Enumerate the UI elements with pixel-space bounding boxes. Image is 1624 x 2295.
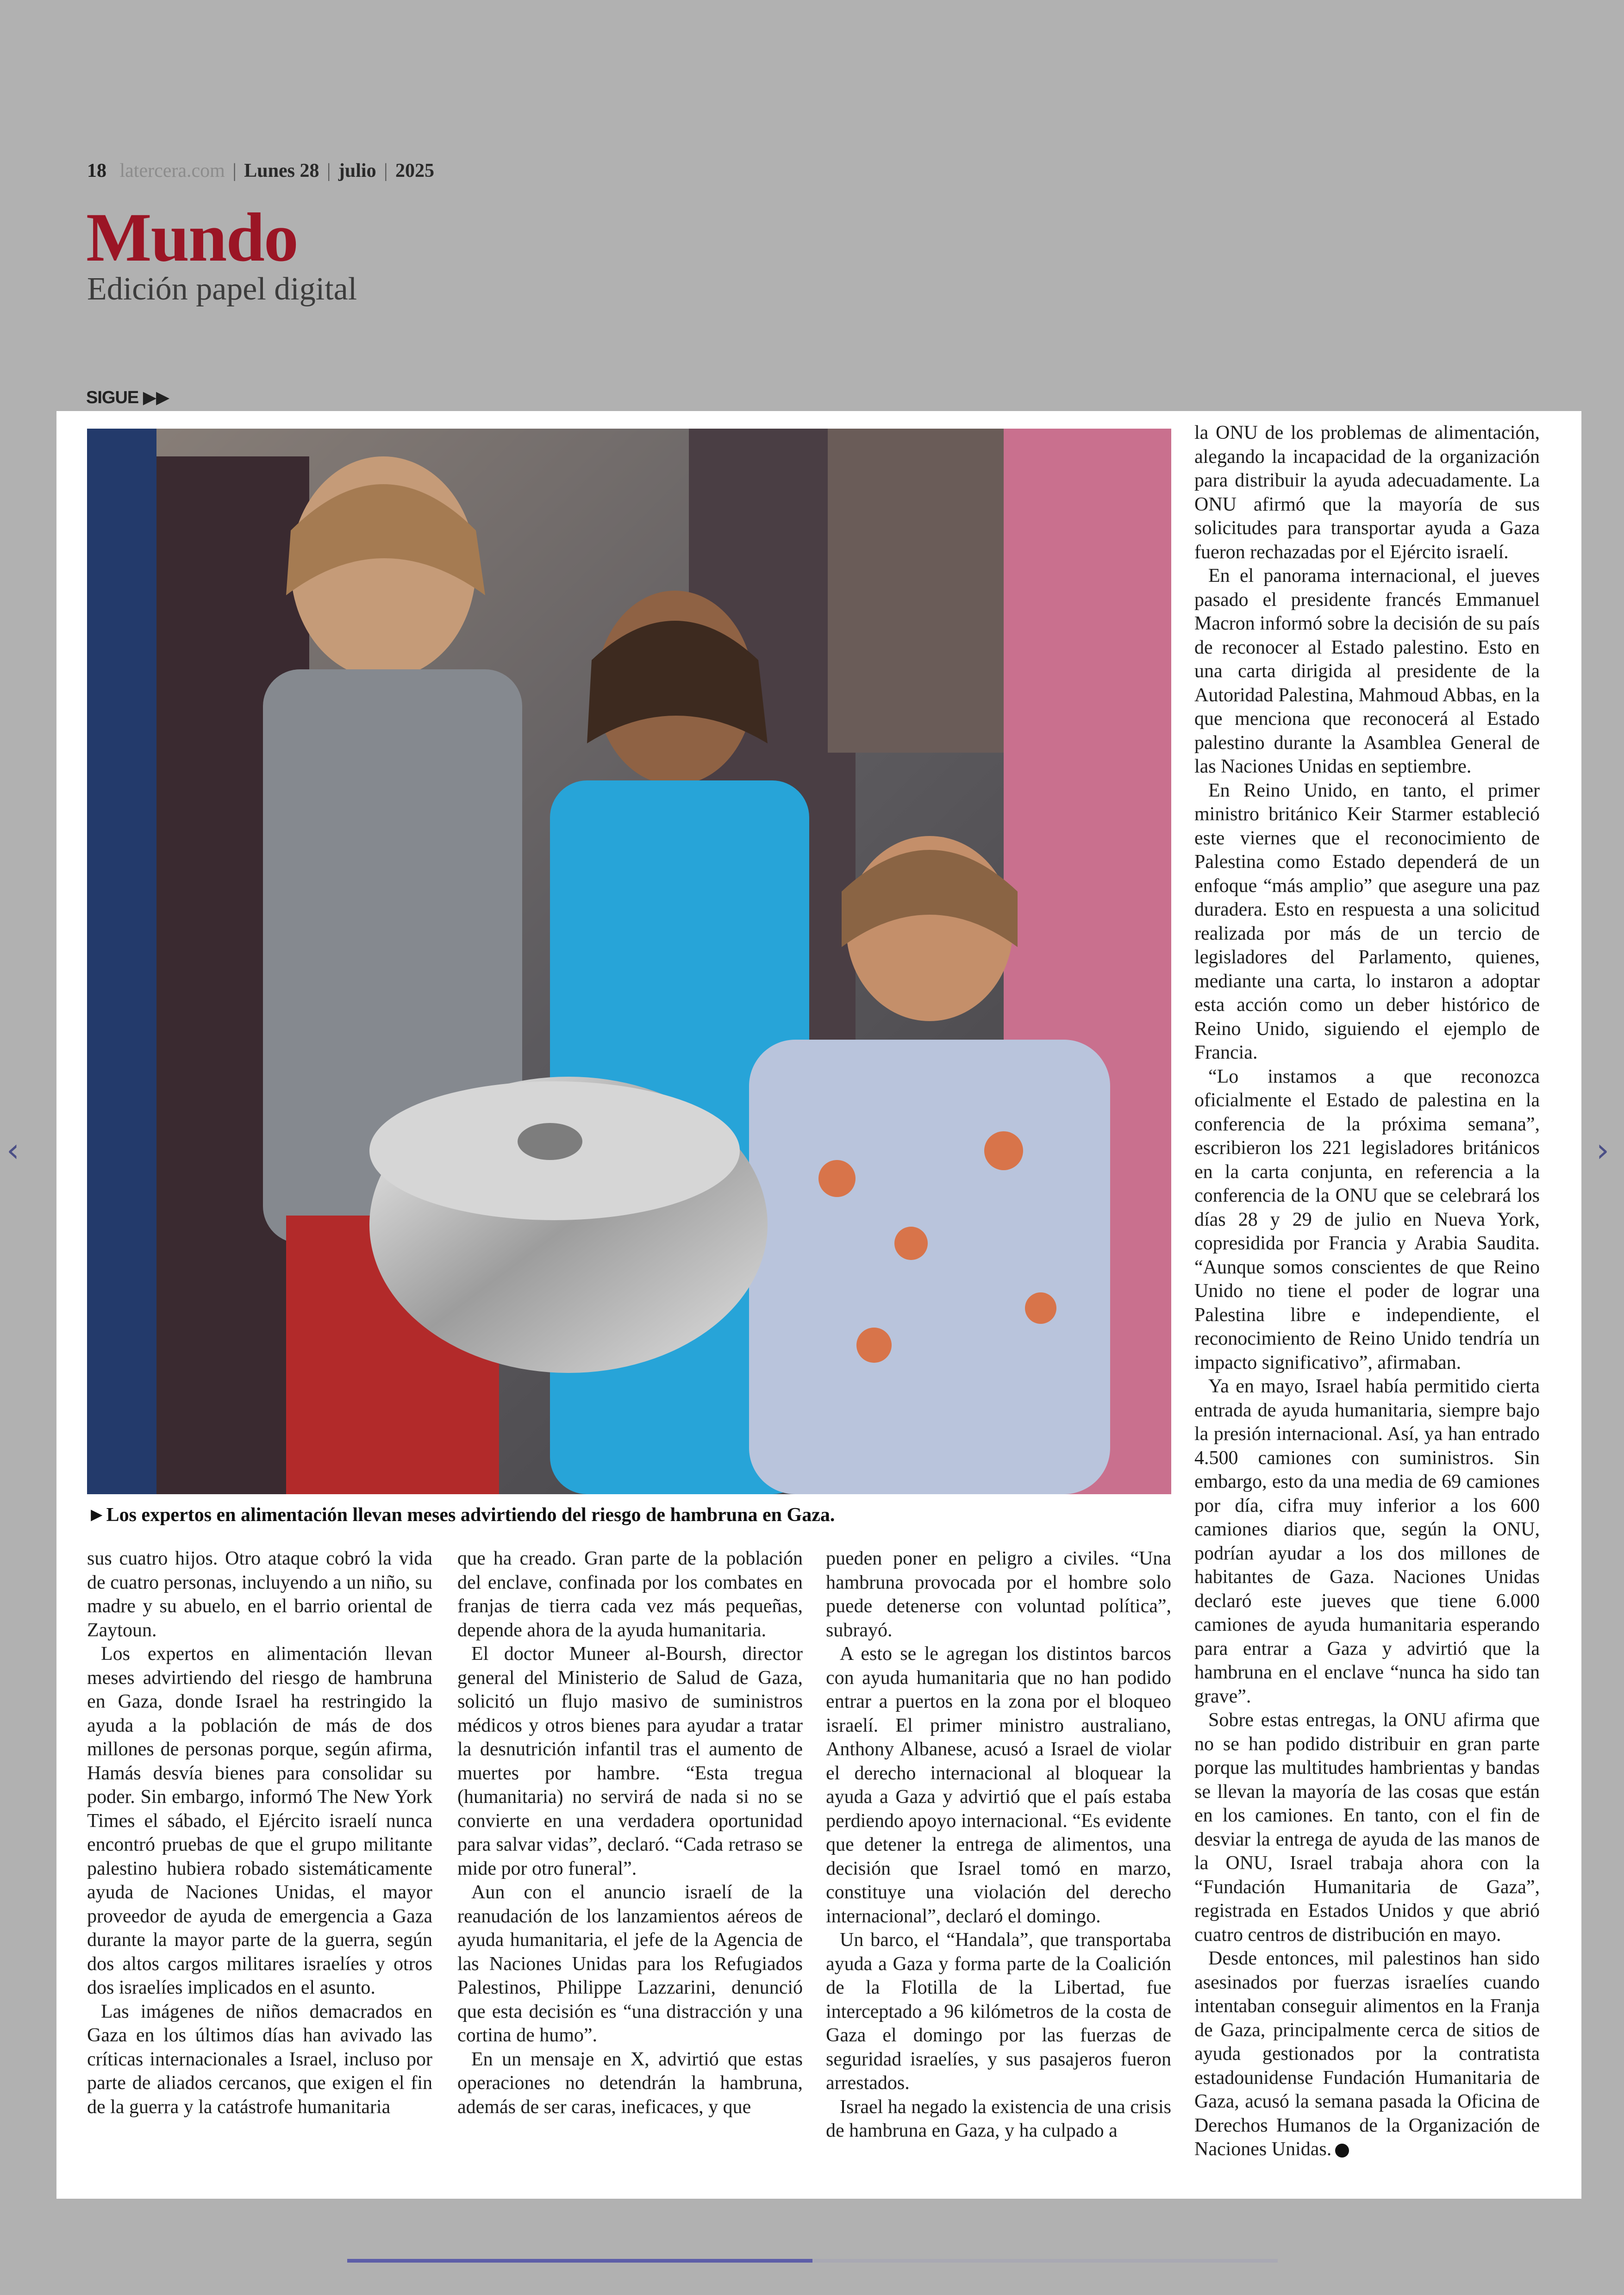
- paragraph: sus cuatro hijos. Otro ataque cobró la vida de cuatro personas, incluyendo a un niño, su madre y su abuelo, en el barrio oriental de Zaytoun.: [87, 1548, 432, 1641]
- paragraph: Un barco, el “Handala”, que transportaba ayuda a Gaza y forma parte de la Coalición de la Flotilla de la Libertad, fue interceptado a 96 kilómetros de la costa de Gaza el domingo por las fuerzas de seguridad israelíes, y sus pasajeros fueron arrestados.: [826, 1929, 1171, 2094]
- masthead: [87, 160, 434, 182]
- date-month: julio: [338, 160, 376, 181]
- article-photo: [87, 429, 1171, 1494]
- site-name: latercera.com: [119, 160, 225, 181]
- paragraph: Las imágenes de niños demacrados en Gaza en los últimos días han avivado las críticas internacionales a Israel, incluso por parte de aliados cercanos, que exigen el fin de la guerra y la catástrofe humanitaria: [87, 2001, 432, 2118]
- separator: |: [326, 160, 331, 181]
- paragraph: El doctor Muneer al-Boursh, director general del Ministerio de Salud de Gaza, solicitó un flujo masivo de suministros médicos y otros bienes para ayudar a tratar la desnutrición infantil tras el aumento de muertes por hambre. “Esta tregua (humanitaria) no servirá de nada si no se convierte en una verdadera oportunidad para salvar vidas”, declaró. “Cada retraso se mide por otro funeral”.: [457, 1643, 803, 1879]
- sigue-label: SIGUE ▶▶: [86, 388, 169, 407]
- separator: |: [384, 160, 388, 181]
- date-year: 2025: [395, 160, 435, 181]
- paragraph: que ha creado. Gran parte de la población del enclave, confinada por los combates en franjas de tierra cada vez más pequeñas, depende ahora de la ayuda humanitaria.: [457, 1548, 803, 1641]
- paragraph-text: Desde entonces, mil palestinos han sido asesinados por fuerzas israelíes cuando intentaban conseguir alimentos en la Franja de Gaza, principalmente cerca de sitios de ayuda gestionados por la contratista estadounidense Fundación Humanitaria de Gaza, acusó la semana pasada la Oficina de Derechos Humanos de la Organización de Naciones Unidas.: [1194, 1948, 1540, 2160]
- section-title: Mundo: [86, 199, 298, 276]
- reading-progress-bar[interactable]: [347, 2259, 1278, 2263]
- article-column-3: [826, 1547, 1171, 2143]
- paragraph: la ONU de los problemas de alimentación, alegando la incapacidad de la organización para distribuir la ayuda adecuadamente. La ONU afirmó que la mayoría de sus solicitudes para transportar ayuda a Gaza fueron rechazadas por el Ejército israelí.: [1194, 422, 1540, 563]
- article-column-1: [87, 1547, 432, 2119]
- paragraph: “Lo instamos a que reconozca oficialmente el Estado de palestina en la conferencia de la próxima semana”, escribieron los 221 legisladores británicos en la carta conjunta, en referencia a la conferencia de la ONU que se celebrará los días 28 y 29 de julio en Nueva York, copresidida por Francia y Arabia Saudita. “Aunque somos conscientes de que Reino Unido no tiene el poder de lograr una Palestina libre e independiente, el reconocimiento de Reino Unido tendría un impacto significativo”, afirmaban.: [1194, 1066, 1540, 1373]
- end-of-article-icon: [1335, 2144, 1349, 2158]
- paragraph-last: [1194, 1947, 1540, 2162]
- separator: |: [232, 160, 237, 181]
- chevron-right-icon[interactable]: ›: [1596, 1131, 1609, 1169]
- paragraph: Ya en mayo, Israel había permitido cierta entrada de ayuda humanitaria, siempre bajo la presión internacional. Así, ya han entrado 4.500 camiones con suministros. Sin embargo, esto da una media de 69 camiones por día, cifra muy inferior a los 600 camiones diarios que, según la ONU, podrían ayudar a los dos millones de habitantes de Gaza. Naciones Unidas declaró este jueves que tiene 6.000 camiones de ayuda humanitaria esperando para entrar a Gaza y advirtió que la hambruna en el enclave “nunca ha sido tan grave”.: [1194, 1376, 1540, 1707]
- section-subtitle: Edición papel digital: [87, 271, 357, 307]
- paragraph: Sobre estas entregas, la ONU afirma que no se han podido distribuir en gran parte porque las multitudes hambrientas y bandas se llevan la mayoría de las cosas que están en los camiones. En tanto, con el fin de desviar la entrega de ayuda de las manos de la ONU, Israel trabaja ahora con la “Fundación Humanitaria de Gaza”, registrada en Estados Unidos y que abrió cuatro centros de distribución en mayo.: [1194, 1709, 1540, 1946]
- paragraph: En el panorama internacional, el jueves pasado el presidente francés Emmanuel Macron informó sobre la decisión de su país de reconocer al Estado palestino. Esto en una carta dirigida al presidente de la Autoridad Palestina, Mahmoud Abbas, en la que menciona que reconocerá al Estado palestino durante la Asamblea General de las Naciones Unidas en septiembre.: [1194, 565, 1540, 777]
- paragraph: A esto se le agregan los distintos barcos con ayuda humanitaria que no han podido entrar a puertos en la zona por el bloqueo israelí. El primer ministro australiano, Anthony Albanese, acusó a Israel de violar el derecho internacional al bloquear la ayuda a Gaza y advirtió que el país estaba perdiendo apoyo internacional. “Es evidente que detener la entrega de alimentos, una decisión que Israel tomó en marzo, constituye una violación del derecho internacional”, declaró el domingo.: [826, 1643, 1171, 1927]
- paragraph: pueden poner en peligro a civiles. “Una hambruna provocada por el hombre solo puede detenerse con voluntad política”, subrayó.: [826, 1548, 1171, 1641]
- chevron-left-icon[interactable]: ‹: [6, 1131, 19, 1169]
- paragraph: Aun con el anuncio israelí de la reanudación de los lanzamientos aéreos de ayuda humanitaria, el jefe de la Agencia de las Naciones Unidas para los Refugiados Palestinos, Philippe Lazzarini, denunció que esta decisión es “una distracción y una cortina de humo”.: [457, 1882, 803, 2046]
- paragraph: En un mensaje en X, advirtió que estas operaciones no detendrán la hambruna, además de ser caras, ineficaces, y que: [457, 2048, 803, 2118]
- paragraph: En Reino Unido, en tanto, el primer ministro británico Keir Starmer estableció este viernes que el reconocimiento de Palestina como Estado dependerá de un enfoque “más amplio” que asegure una paz duradera. Esto en respuesta a una solicitud realizada por más de un tercio de legisladores del Parlamento, quienes, mediante una carta, lo instaron a adoptar esta acción como un deber histórico de Reino Unido, siguiendo el ejemplo de Francia.: [1194, 780, 1540, 1063]
- date-day: Lunes 28: [244, 160, 319, 181]
- photo-caption: ►Los expertos en alimentación llevan meses advirtiendo del riesgo de hambruna en Gaza.: [87, 1504, 835, 1526]
- article-column-2: [457, 1547, 803, 2119]
- paragraph: Israel ha negado la existencia de una crisis de hambruna en Gaza, y ha culpado a: [826, 2096, 1171, 2141]
- page-number: 18: [87, 160, 106, 181]
- article-column-4: [1194, 421, 1540, 2162]
- paragraph: Los expertos en alimentación llevan meses advirtiendo del riesgo de hambruna en Gaza, donde Israel ha restringido la ayuda a la población de más de dos millones de personas porque, según afirma, Hamás desvía bienes para consolidar su poder. Sin embargo, informó The New York Times el sábado, el Ejército israelí nunca encontró pruebas de que el grupo militante palestino hubiera robado sistemáticamente ayuda de Naciones Unidas, el mayor proveedor de ayuda de emergencia a Gaza durante la mayor parte de la guerra, según dos altos cargos militares israelíes y otros dos israelíes implicados en el asunto.: [87, 1643, 432, 1998]
- reading-progress-fill: [347, 2259, 812, 2263]
